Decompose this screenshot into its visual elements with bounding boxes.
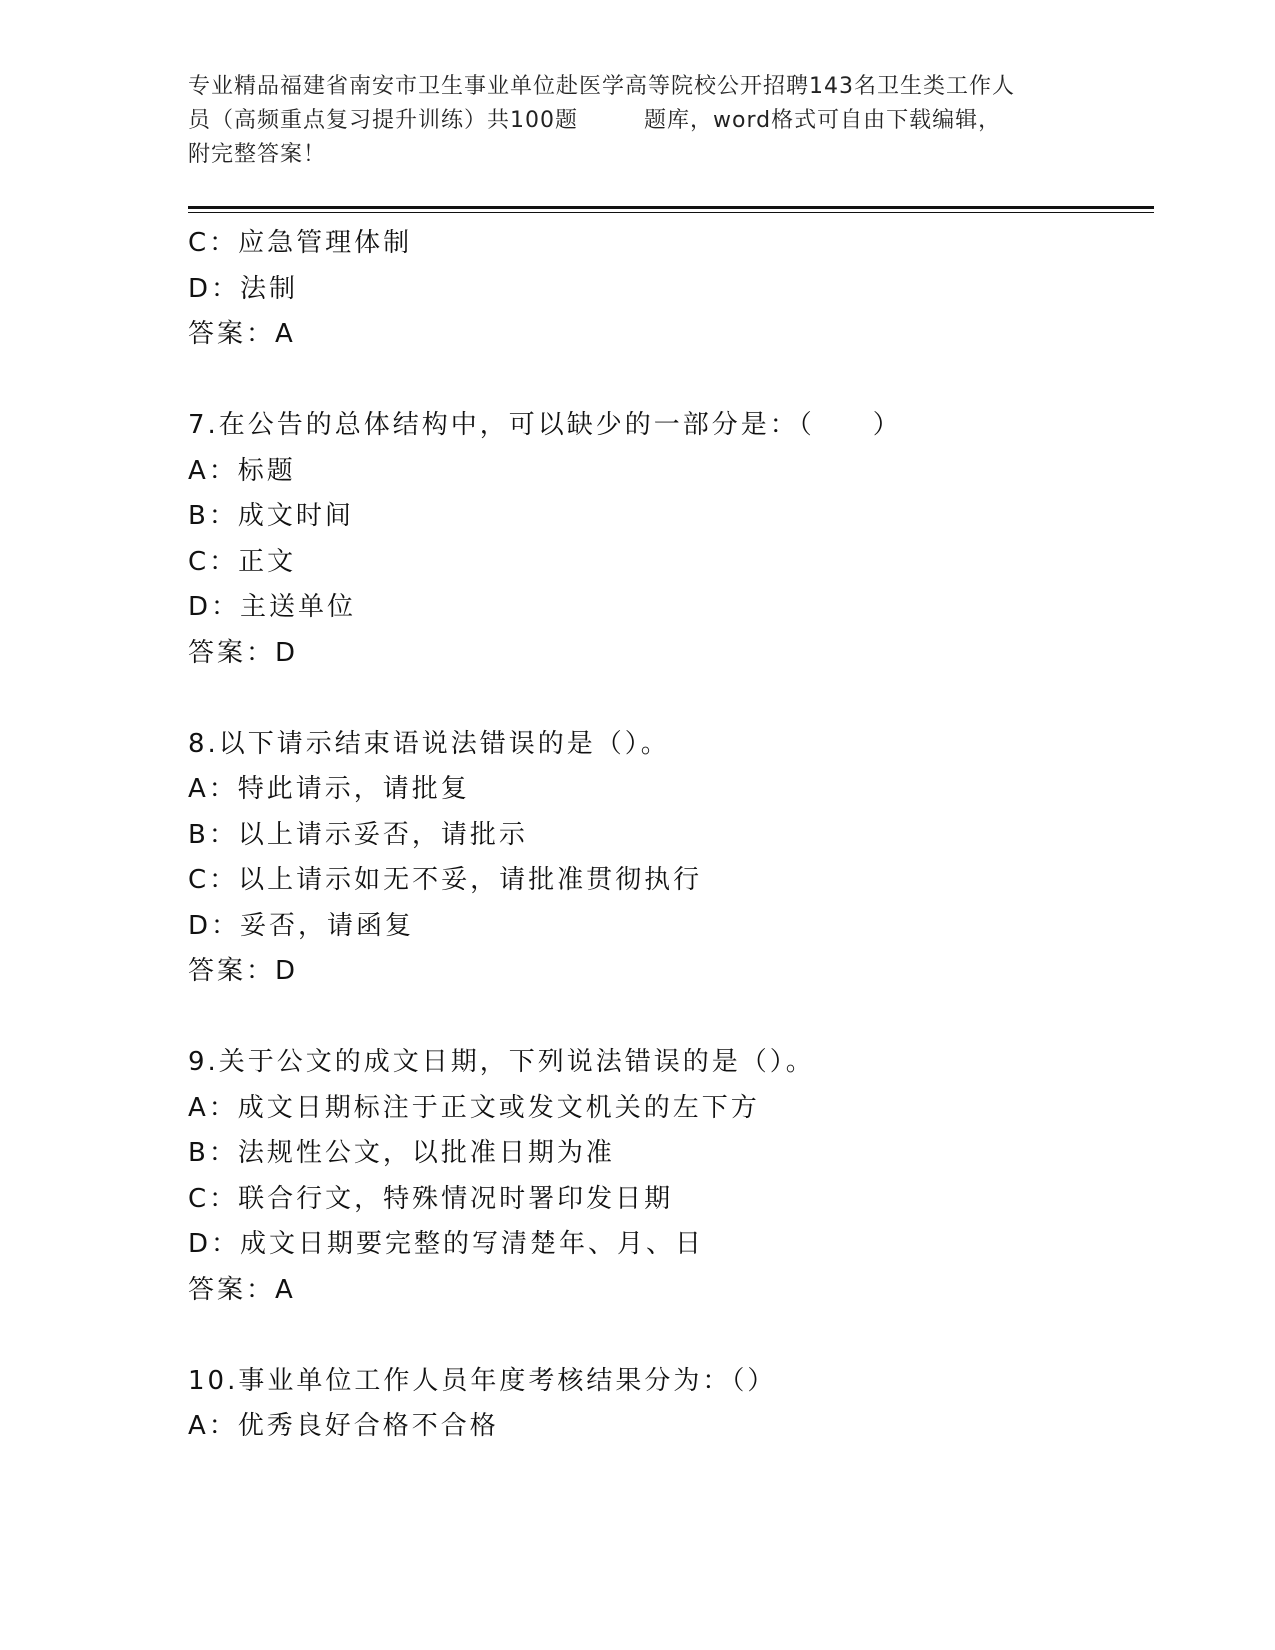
option-b: B：成文时间 — [188, 501, 354, 531]
question-stem: 7.在公告的总体结构中，可以缺少的一部分是：（ ） — [188, 410, 902, 440]
header-line-2 — [188, 104, 1088, 138]
option-d: D：妥否，请函复 — [188, 910, 415, 941]
option-a: A：优秀良好合格不合格 — [188, 1411, 499, 1441]
option-b: B：法规性公文，以批准日期为准 — [188, 1138, 615, 1168]
answer: 答案：D — [188, 637, 299, 668]
option-b: B：以上请示妥否，请批示 — [188, 819, 528, 850]
option-a: A：特此请示，请批复 — [188, 774, 470, 804]
header-line-2a: 员（高频重点复习提升训练）共100题 — [188, 108, 578, 133]
option-d: D：成文日期要完整的写清楚年、月、日 — [188, 1229, 705, 1259]
question-stem: 10.事业单位工作人员年度考核结果分为：（） — [188, 1365, 777, 1396]
answer: 答案：A — [188, 319, 296, 349]
header-line-3: 附完整答案！ — [188, 142, 327, 167]
header-divider-thin — [188, 212, 1154, 213]
option-d: D：法制 — [188, 273, 299, 304]
option-c: C：正文 — [188, 546, 297, 577]
answer: 答案：D — [188, 956, 299, 986]
header-line-2b: 题库，word格式可自由下载编辑， — [644, 108, 1002, 133]
option-a: A：成文日期标注于正文或发文机关的左下方 — [188, 1092, 760, 1123]
question-list — [188, 221, 1148, 1450]
question-stem: 8.以下请示结束语说法错误的是（）。 — [188, 728, 670, 759]
option-c: C：联合行文，特殊情况时署印发日期 — [188, 1183, 674, 1214]
header-line-1: 专业精品福建省南安市卫生事业单位赴医学高等院校公开招聘143名卫生类工作人 — [188, 74, 1015, 99]
option-a: A：标题 — [188, 455, 296, 486]
answer: 答案：A — [188, 1274, 296, 1305]
option-d: D：主送单位 — [188, 592, 357, 622]
document-header — [188, 70, 1088, 172]
header-divider — [188, 206, 1154, 209]
option-c: C：以上请示如无不妥，请批准贯彻执行 — [188, 865, 703, 895]
option-c: C：应急管理体制 — [188, 228, 413, 258]
question-stem: 9.关于公文的成文日期，下列说法错误的是（）。 — [188, 1047, 815, 1077]
